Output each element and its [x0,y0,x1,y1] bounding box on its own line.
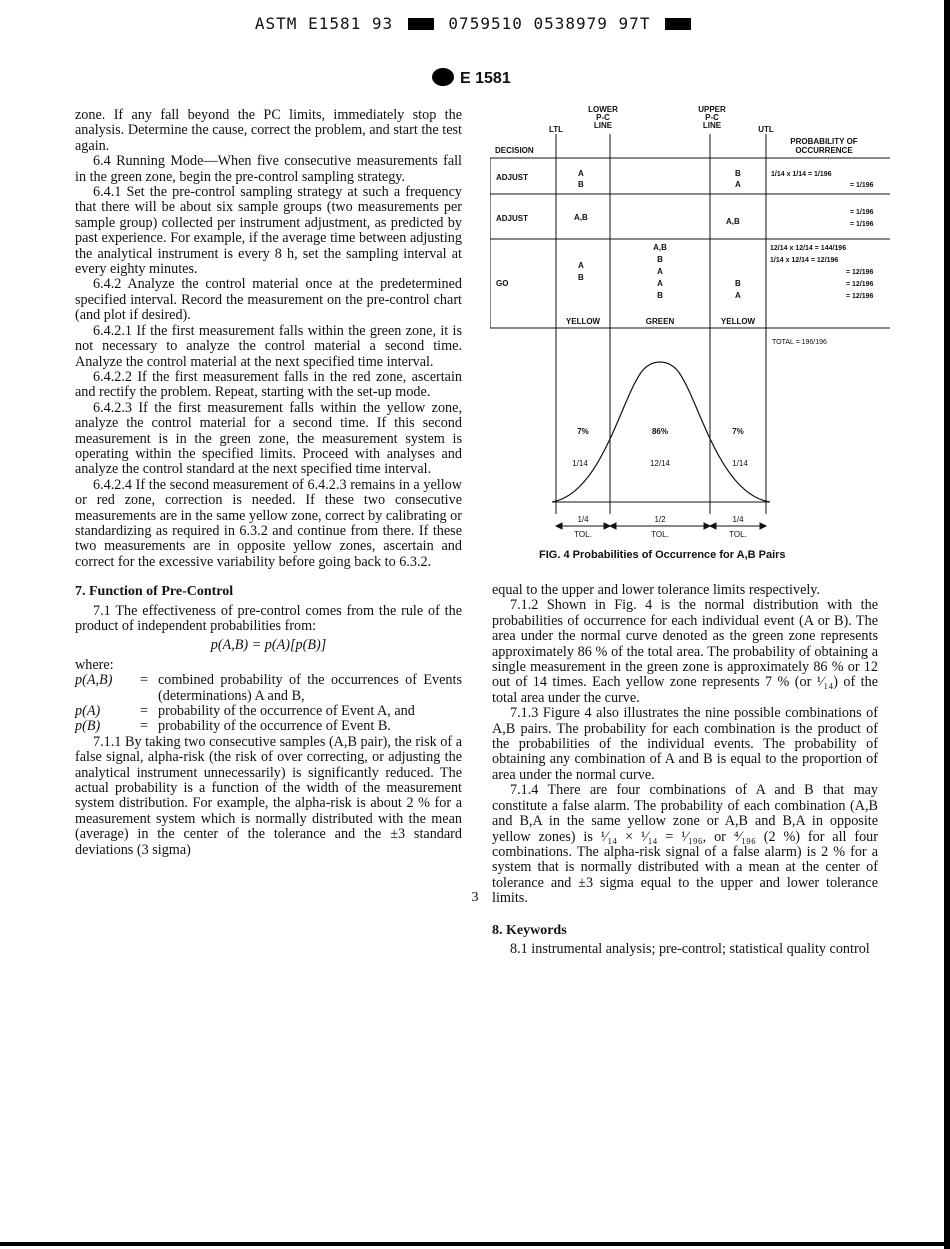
paragraph: 6.4.2 Analyze the control material once at the predetermined specified interval. Record the measurement on the pre-control chart (and plot if desired). [75,276,462,324]
svg-text:B: B [578,273,584,282]
svg-text:B: B [735,279,741,288]
paragraph: 7.1.3 Figure 4 also illustrates the nine possible combinations of A,B pairs. The probability for each combination is the product of the probabilities of the individual events. The probability of obtaining any combination of A and B is equal to the proportion of area under the normal curve. [492,705,878,783]
frac-right: 1/14 [732,459,748,468]
header-code-a: ASTM E1581 93 [254,14,394,33]
where-label: where: [75,656,114,673]
svg-text:= 12/196: = 12/196 [846,281,874,288]
pct-left: 7% [577,427,589,436]
frac-mid: 12/14 [649,459,671,468]
svg-text:= 12/196: = 12/196 [846,269,874,276]
svg-text:A: A [578,169,584,178]
page-number: 3 [471,890,479,905]
svg-text:= 1/196: = 1/196 [850,182,874,189]
formula: p(A,B) = p(A)[p(B)] [210,637,327,654]
paragraph: 6.4.2.2 If the first measurement falls in the red zone, ascertain and rectify the problem. Repeat, starting with the set-up mode. [75,368,462,401]
paragraph: 6.4.2.3 If the first measurement falls within the yellow zone, analyze the control material for a second time. If this second measurement is in the green zone, the measurement system is operating within the specified limits. Proceed with analyses and analyze the control standard at the next specified time interval. [75,399,462,478]
definition-item: p(B) = probability of the occurrence of Event B. [75,718,391,735]
svg-text:B: B [657,255,663,264]
section-7-title: 7. Function of Pre-Control [75,584,234,600]
decision-label: DECISION [495,146,534,155]
probability-title-1: PROBABILITY OF [790,137,858,146]
svg-text:= 12/196: = 12/196 [846,293,874,300]
svg-text:1/14 x 1/14 = 1/196: 1/14 x 1/14 = 1/196 [771,171,832,178]
decision-row-3: GO [496,279,509,288]
svg-text:A,B: A,B [574,213,588,222]
upper-pc-label-2: P-C [705,113,719,122]
figure-4 [490,104,890,544]
tol-label: TOL. [729,530,747,539]
bottom-rule [0,1242,950,1246]
header-block-mark-2 [665,18,691,30]
svg-text:1/14 x 12/14 = 12/196: 1/14 x 12/14 = 12/196 [770,257,839,264]
svg-text:A: A [735,291,741,300]
paragraph: 6.4 Running Mode—When five consecutive measurements fall in the green zone, begin the pre-control sampling strategy. [75,153,462,185]
svg-text:A: A [657,267,663,276]
section-8-title: 8. Keywords [492,922,567,938]
arrow-right-icon [760,523,766,529]
paragraph: zone. If any fall beyond the PC limits, immediately stop the analysis. Determine the cause, correct the problem, and start the test again. [75,107,462,154]
svg-text:B: B [735,169,741,178]
header-block-mark [408,18,434,30]
decision-row-1: ADJUST [496,173,529,182]
paragraph: 7.1.4 There are four combinations of A and B that may constitute a false alarm. The probability of each combination (A,B and B,A in the same yellow zone or A,B and B,A in opposite yellow zones) is ¹⁄₁₄ × ¹⁄₁₄ = ¹⁄₁₉₆, or ⁴⁄₁₉₆ (2 %) for all four combinations. The alpha-risk signal of a false alarm) is 2 % for a system that is normally distributed with a mean at the center of tolerance and ±3 sigma equal to the upper and lower tolerance limits. [492,782,878,907]
ltl-label: LTL [548,125,564,134]
lower-pc-label-2: P-C [596,113,610,122]
upper-pc-label-1: UPPER [698,105,726,114]
probability-title-2: OCCURRENCE [795,146,853,155]
figure-4-drawing [490,104,890,544]
pct-mid: 86% [651,427,669,436]
paragraph: 6.4.2.4 If the second measurement of 6.4.2.3 remains in a yellow or red zone, correction is needed. If these two consecutive measurements are in the same yellow zone, correct by calibrating or standardizing as required in 6.3.2 and continue from there. If these two measurements are in opposite yellow zones, ascertain and correct for the excessive variability before going back to 6.3.2. [75,476,462,570]
svg-text:= 1/196: = 1/196 [850,209,874,216]
pct-right: 7% [732,427,744,436]
tol-mid: 1/2 [654,515,666,524]
zone-yellow-right: YELLOW [720,317,756,326]
astm-logo-icon [432,68,454,86]
tol-label: TOL. [574,530,592,539]
paragraph: 8.1 instrumental analysis; pre-control; statistical quality control [510,940,870,957]
standard-number: E 1581 [460,70,511,87]
tol-label: TOL. [651,530,669,539]
frac-left: 1/14 [572,459,588,468]
lower-pc-label-3: LINE [593,121,613,130]
svg-text:A: A [735,180,741,189]
paragraph: 7.1.1 By taking two consecutive samples (A,B pair), the risk of a false signal, alpha-risk (the risk of over correcting, or adjusting the analytical instrument unnecessarily) is significantly reduced. The actual probability is a function of the width of the measurement system distribution. For example, the alpha-risk is about 2 % for a measurement system which is normally distributed with the mean (average) in the center of the tolerance and the ±3 standard deviations (3 sigma) [75,733,462,858]
tol-left: 1/4 [577,515,589,524]
header-code-b: 0759510 0538979 97T [448,14,651,33]
definition-item: p(A,B) = combined probability of the occurrences of Events (determinations) A and B, [75,672,462,704]
svg-text:B: B [657,291,663,300]
utl-label: UTL [758,125,774,134]
paragraph: 7.1.2 Shown in Fig. 4 is the normal distribution with the probabilities of occurrence for each individual event (A or B). The area under the normal curve denoted as the green zone represents approximately 86 % of the total area. The probability of obtaining a single measurement in the green zone is approximately 86 % or 12 out of 14 times. Each yellow zone represents 7 % (or ¹⁄₁₄) of the total area under the curve. [492,597,878,706]
paragraph: 6.4.2.1 If the first measurement falls within the green zone, it is not necessary to analyze the control material a second time. Analyze the control material at the next specified time interval. [75,322,462,370]
svg-text:B: B [578,180,584,189]
svg-text:A,B: A,B [726,217,740,226]
document-header [0,14,950,33]
svg-text:A: A [657,279,663,288]
paragraph: 6.4.1 Set the pre-control sampling strategy at such a frequency that there will be about six sample groups (two measurements per sample group) collected per instrument adjustment, as predicted by past experience. For example, if the average time between adjusting the analytical instrument is every 8 h, set the sampling interval at every eighty minutes. [75,184,462,278]
lower-pc-label-1: LOWER [588,105,618,114]
svg-text:12/14 x 12/14 = 144/196: 12/14 x 12/14 = 144/196 [770,245,847,252]
right-edge-bar [944,0,950,1249]
upper-pc-label-3: LINE [702,121,722,130]
svg-text:A: A [578,261,584,270]
paragraph: 7.1 The effectiveness of pre-control comes from the rule of the product of independent probabilities from: [75,602,462,634]
figure-caption: FIG. 4 Probabilities of Occurrence for A,B Pairs [539,549,786,561]
decision-row-2: ADJUST [496,214,529,223]
astm-logo [432,68,511,88]
zone-green: GREEN [645,317,675,326]
tol-right: 1/4 [732,515,744,524]
paragraph: equal to the upper and lower tolerance limits respectively. [492,582,821,598]
left-column [75,108,462,858]
arrow-left-icon [556,523,562,529]
zone-yellow-left: YELLOW [565,317,601,326]
svg-text:= 1/196: = 1/196 [850,221,874,228]
total-label: TOTAL = 196/196 [772,339,827,346]
definition-item: p(A) = probability of the occurrence of Event A, and [75,703,415,720]
svg-text:A,B: A,B [653,243,667,252]
